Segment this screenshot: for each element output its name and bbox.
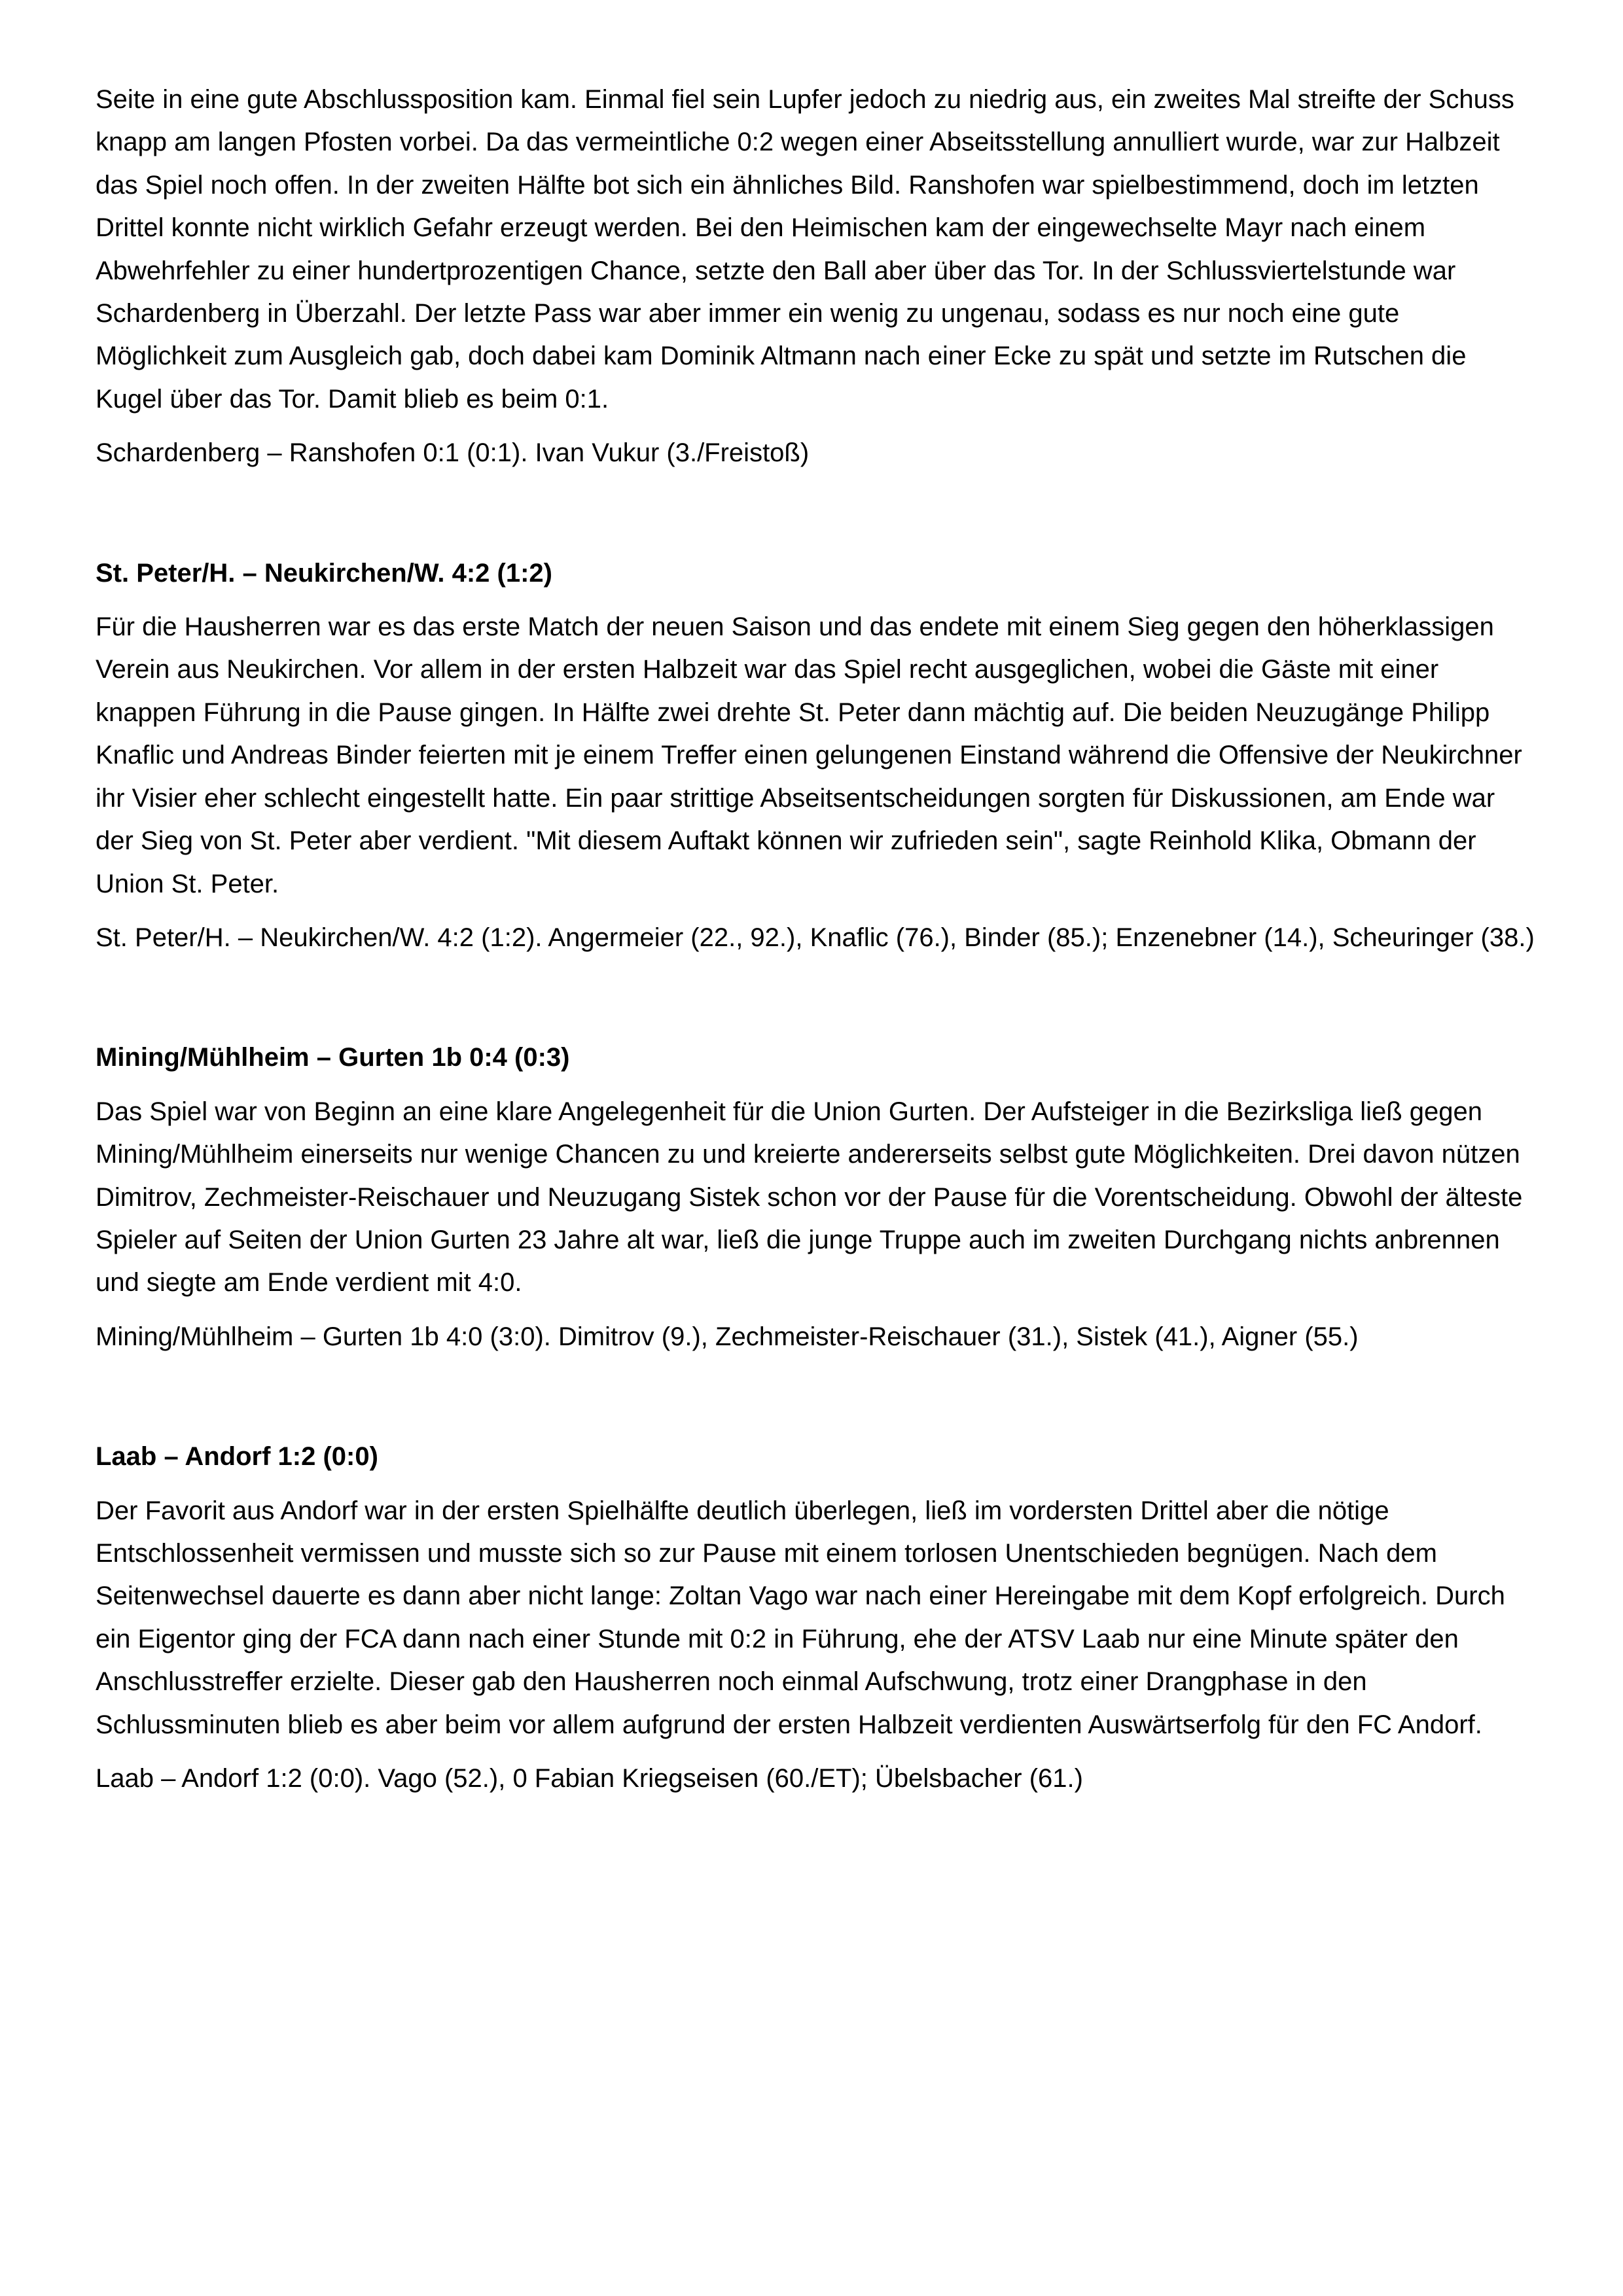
match-report-paragraph: Das Spiel war von Beginn an eine klare Angelegenheit für die Union Gurten. Der Aufsteiger in die Bezirksliga ließ gegen Mining/Mühlheim einerseits nur wenige Chancen zu und kreierte andererseits selbst gute Möglichkeiten. Drei davon nützen Dimitrov, Zechmeister-Reischauer und Neuzugang Sistek schon vor der Pause für die Vorentscheidung. Obwohl der älteste Spieler auf Seiten der Union Gurten 23 Jahre alt war, ließ die junge Truppe auch im zweiten Durchgang nichts anbrennen und siegte am Ende verdient mit 4:0. bbox=[96, 1097, 1523, 1298]
match-heading: Mining/Mühlheim – Gurten 1b 0:4 (0:3) bbox=[96, 1043, 570, 1072]
match-heading: St. Peter/H. – Neukirchen/W. 4:2 (1:2) bbox=[96, 558, 552, 588]
match-result-line: Mining/Mühlheim – Gurten 1b 4:0 (3:0). Dimitrov (9.), Zechmeister-Reischauer (31.), Sistek (41.), Aigner (55.) bbox=[96, 1322, 1359, 1351]
document-page bbox=[96, 79, 1535, 1877]
intro-paragraph: Seite in eine gute Abschlussposition kam. Einmal fiel sein Lupfer jedoch zu niedrig aus, ein zweites Mal streifte der Schuss knapp am langen Pfosten vorbei. Da das vermeintliche 0:2 wegen einer Abseitsstellung annulliert wurde, war zur Halbzeit das Spiel noch offen. In der zweiten Hälfte bot sich ein ähnliches Bild. Ranshofen war spielbestimmend, doch im letzten Drittel konnte nicht wirklich Gefahr erzeugt werden. Bei den Heimischen kam der eingewechselte Mayr nach einem Abwehrfehler zu einer hundertprozentigen Chance, setzte den Ball aber über das Tor. In der Schlussviertelstunde war Schardenberg in Überzahl. Der letzte Pass war aber immer ein wenig zu ungenau, sodass es nur noch eine gute Möglichkeit zum Ausgleich gab, doch dabei kam Dominik Altmann nach einer Ecke zu spät und setzte im Rutschen die Kugel über das Tor. Damit blieb es beim 0:1. bbox=[96, 85, 1514, 414]
match-heading: Laab – Andorf 1:2 (0:0) bbox=[96, 1442, 378, 1472]
match-report bbox=[96, 1436, 1535, 1800]
match-report-paragraph: Der Favorit aus Andorf war in der ersten Spielhälfte deutlich überlegen, ließ im vordersten Drittel aber die nötige Entschlossenheit vermissen und musste sich so zur Pause mit einem torlosen Unentschieden begnügen. Nach dem Seitenwechsel dauerte es dann aber nicht lange: Zoltan Vago war nach einer Hereingabe mit dem Kopf erfolgreich. Durch ein Eigentor ging der FCA dann nach einer Stunde mit 0:2 in Führung, ehe der ATSV Laab nur eine Minute später den Anschlusstreffer erzielte. Dieser gab den Hausherren noch einmal Aufschwung, trotz einer Drangphase in den Schlussminuten blieb es aber beim vor allem aufgrund der ersten Halbzeit verdienten Auswärtserfolg für den FC Andorf. bbox=[96, 1496, 1505, 1739]
article-intro bbox=[96, 79, 1535, 475]
match-result-line: Schardenberg – Ranshofen 0:1 (0:1). Ivan Vukur (3./Freistoß) bbox=[96, 438, 810, 468]
match-report bbox=[96, 552, 1535, 960]
match-result-line: Laab – Andorf 1:2 (0:0). Vago (52.), 0 Fabian Kriegseisen (60./ET); Übelsbacher (61.) bbox=[96, 1764, 1083, 1793]
match-report bbox=[96, 1036, 1535, 1358]
match-result-line: St. Peter/H. – Neukirchen/W. 4:2 (1:2). Angermeier (22., 92.), Knaflic (76.), Binder (85.); Enzenebner (14.), Scheuringer (38.) bbox=[96, 923, 1535, 952]
match-report-paragraph: Für die Hausherren war es das erste Match der neuen Saison und das endete mit einem Sieg gegen den höherklassigen Verein aus Neukirchen. Vor allem in der ersten Halbzeit war das Spiel recht ausgeglichen, wobei die Gäste mit einer knappen Führung in die Pause gingen. In Hälfte zwei drehte St. Peter dann mächtig auf. Die beiden Neuzugänge Philipp Knaflic und Andreas Binder feierten mit je einem Treffer einen gelungenen Einstand während die Offensive der Neukirchner ihr Visier eher schlecht eingestellt hatte. Ein paar strittige Abseitsentscheidungen sorgten für Diskussionen, am Ende war der Sieg von St. Peter aber verdient. "Mit diesem Auftakt können wir zufrieden sein", sagte Reinhold Klika, Obmann der Union St. Peter. bbox=[96, 612, 1522, 898]
